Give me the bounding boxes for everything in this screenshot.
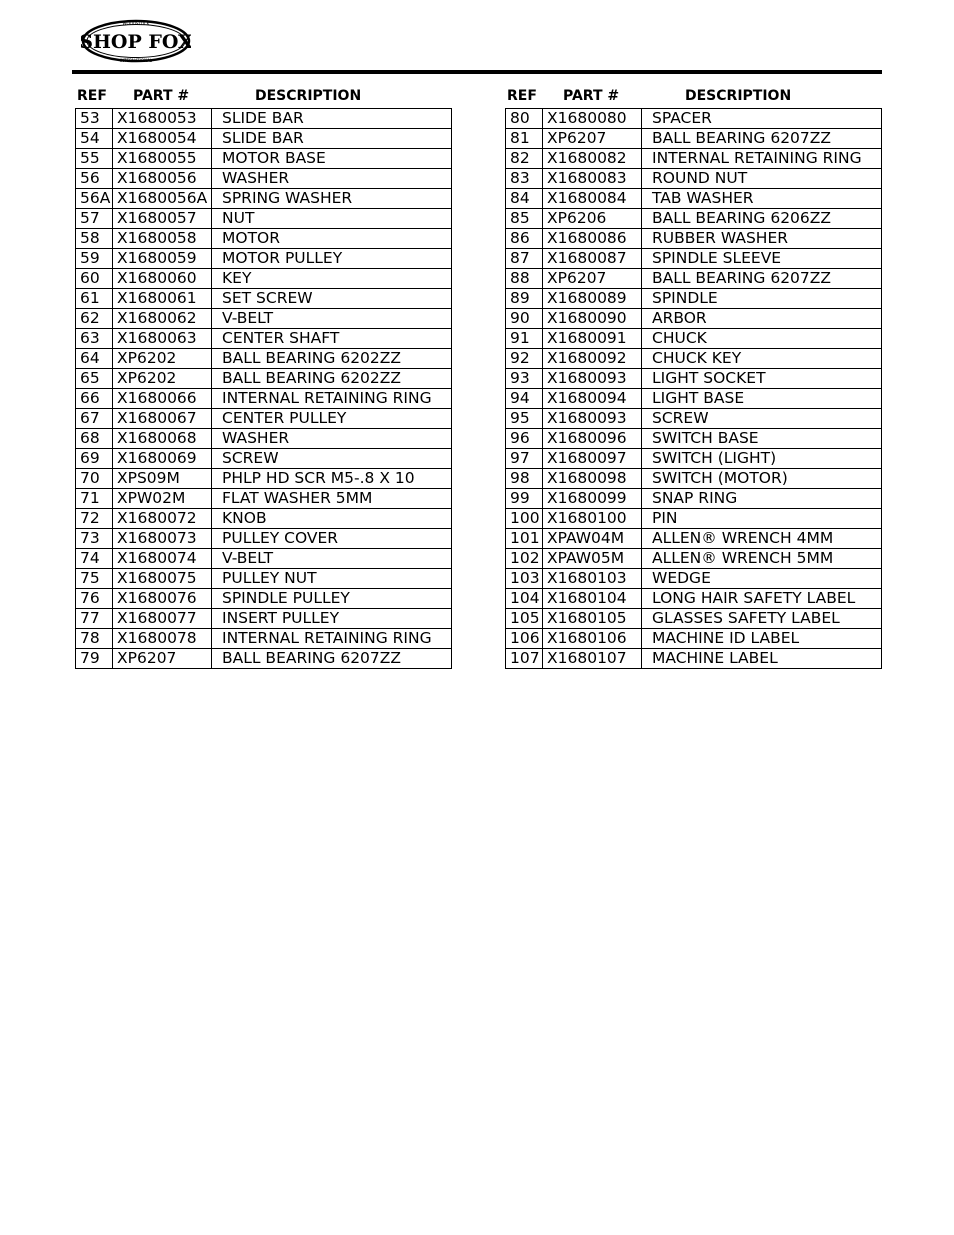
part-number-cell: X1680099 [543, 489, 642, 509]
ref-cell: 100 [506, 509, 543, 529]
part-number-cell: X1680067 [113, 409, 212, 429]
part-number-cell: X1680059 [113, 249, 212, 269]
ref-cell: 71 [76, 489, 113, 509]
table-row [506, 389, 882, 409]
ref-cell: 63 [76, 329, 113, 349]
part-number-cell: X1680060 [113, 269, 212, 289]
table-row [506, 149, 882, 169]
description-cell: ARBOR [642, 309, 882, 329]
part-number-cell: X1680076 [113, 589, 212, 609]
table-row [76, 589, 452, 609]
table-row [76, 389, 452, 409]
ref-cell: 89 [506, 289, 543, 309]
ref-cell: 93 [506, 369, 543, 389]
part-number-cell: X1680069 [113, 449, 212, 469]
description-cell: SCREW [212, 449, 452, 469]
part-number-cell: X1680082 [543, 149, 642, 169]
part-number-cell: XP6207 [543, 129, 642, 149]
ref-cell: 105 [506, 609, 543, 629]
description-cell: BALL BEARING 6206ZZ [642, 209, 882, 229]
table-row [506, 649, 882, 669]
description-cell: LIGHT BASE [642, 389, 882, 409]
ref-cell: 91 [506, 329, 543, 349]
ref-cell: 95 [506, 409, 543, 429]
ref-cell: 56A [76, 189, 113, 209]
ref-cell: 55 [76, 149, 113, 169]
table-row [506, 309, 882, 329]
ref-cell: 99 [506, 489, 543, 509]
table-row [76, 129, 452, 149]
description-cell: KNOB [212, 509, 452, 529]
part-number-cell: XPAW04M [543, 529, 642, 549]
table-row [506, 589, 882, 609]
description-cell: SPACER [642, 109, 882, 129]
ref-cell: 61 [76, 289, 113, 309]
table-row [76, 349, 452, 369]
description-cell: CHUCK [642, 329, 882, 349]
description-cell: CENTER SHAFT [212, 329, 452, 349]
table-row [76, 409, 452, 429]
description-cell: V-BELT [212, 309, 452, 329]
part-number-cell: X1680058 [113, 229, 212, 249]
description-cell: SPRING WASHER [212, 189, 452, 209]
description-cell: TAB WASHER [642, 189, 882, 209]
description-cell: LONG HAIR SAFETY LABEL [642, 589, 882, 609]
table-row [506, 269, 882, 289]
ref-cell: 65 [76, 369, 113, 389]
description-cell: SLIDE BAR [212, 129, 452, 149]
table-row [506, 109, 882, 129]
ref-cell: 72 [76, 509, 113, 529]
part-number-cell: X1680056 [113, 169, 212, 189]
part-number-cell: X1680105 [543, 609, 642, 629]
ref-cell: 102 [506, 549, 543, 569]
ref-cell: 85 [506, 209, 543, 229]
part-number-cell: XP6207 [543, 269, 642, 289]
ref-cell: 57 [76, 209, 113, 229]
table-row [506, 469, 882, 489]
description-cell: SWITCH BASE [642, 429, 882, 449]
ref-cell: 97 [506, 449, 543, 469]
table-row [76, 309, 452, 329]
description-cell: WEDGE [642, 569, 882, 589]
ref-cell: 59 [76, 249, 113, 269]
table-row [76, 369, 452, 389]
description-cell: SNAP RING [642, 489, 882, 509]
table-row [76, 149, 452, 169]
table-row [506, 629, 882, 649]
part-number-cell: X1680068 [113, 429, 212, 449]
ref-cell: 104 [506, 589, 543, 609]
ref-cell: 103 [506, 569, 543, 589]
part-number-cell: X1680053 [113, 109, 212, 129]
description-cell: SLIDE BAR [212, 109, 452, 129]
description-cell: SWITCH (LIGHT) [642, 449, 882, 469]
part-number-cell: X1680074 [113, 549, 212, 569]
description-cell: MACHINE LABEL [642, 649, 882, 669]
ref-cell: 90 [506, 309, 543, 329]
part-number-cell: X1680094 [543, 389, 642, 409]
table-row [506, 329, 882, 349]
description-cell: SPINDLE PULLEY [212, 589, 452, 609]
description-cell: LIGHT SOCKET [642, 369, 882, 389]
part-number-cell: XPW02M [113, 489, 212, 509]
table-row [506, 549, 882, 569]
part-number-cell: X1680107 [543, 649, 642, 669]
ref-cell: 77 [76, 609, 113, 629]
description-cell: WASHER [212, 169, 452, 189]
description-cell: INTERNAL RETAINING RING [212, 389, 452, 409]
ref-cell: 70 [76, 469, 113, 489]
part-number-cell: X1680092 [543, 349, 642, 369]
table-row [76, 649, 452, 669]
ref-cell: 94 [506, 389, 543, 409]
description-cell: PULLEY COVER [212, 529, 452, 549]
ref-cell: 83 [506, 169, 543, 189]
ref-cell: 92 [506, 349, 543, 369]
part-number-cell: X1680091 [543, 329, 642, 349]
description-cell: ALLEN® WRENCH 4MM [642, 529, 882, 549]
ref-cell: 56 [76, 169, 113, 189]
table-row [506, 609, 882, 629]
ref-cell: 96 [506, 429, 543, 449]
table-row [76, 189, 452, 209]
ref-cell: 86 [506, 229, 543, 249]
description-cell: SPINDLE SLEEVE [642, 249, 882, 269]
header-description: DESCRIPTION [255, 88, 362, 104]
table-row [76, 329, 452, 349]
table-row [506, 349, 882, 369]
table-row [76, 109, 452, 129]
description-cell: CHUCK KEY [642, 349, 882, 369]
part-number-cell: XP6206 [543, 209, 642, 229]
ref-cell: 73 [76, 529, 113, 549]
parts-table-left [75, 108, 452, 669]
table-row [506, 369, 882, 389]
parts-list-right [505, 86, 882, 669]
part-number-cell: XP6202 [113, 349, 212, 369]
part-number-cell: X1680055 [113, 149, 212, 169]
ref-cell: 62 [76, 309, 113, 329]
header-description: DESCRIPTION [685, 88, 792, 104]
table-row [506, 249, 882, 269]
table-row [76, 269, 452, 289]
table-row [76, 609, 452, 629]
ref-cell: 78 [76, 629, 113, 649]
ref-cell: 74 [76, 549, 113, 569]
ref-cell: 79 [76, 649, 113, 669]
description-cell: CENTER PULLEY [212, 409, 452, 429]
description-cell: NUT [212, 209, 452, 229]
description-cell: MACHINE ID LABEL [642, 629, 882, 649]
description-cell: SET SCREW [212, 289, 452, 309]
ref-cell: 64 [76, 349, 113, 369]
logo-wordmark: SHOP FOX [81, 31, 191, 53]
description-cell: ALLEN® WRENCH 5MM [642, 549, 882, 569]
ref-cell: 84 [506, 189, 543, 209]
ref-cell: 66 [76, 389, 113, 409]
ref-cell: 88 [506, 269, 543, 289]
logo-arc-top: WOODSTOCK [122, 21, 150, 26]
parts-list-left [75, 86, 452, 669]
part-number-cell: X1680063 [113, 329, 212, 349]
ref-cell: 82 [506, 149, 543, 169]
part-number-cell: X1680096 [543, 429, 642, 449]
table-row [506, 529, 882, 549]
part-number-cell: X1680062 [113, 309, 212, 329]
part-number-cell: X1680087 [543, 249, 642, 269]
description-cell: MOTOR [212, 229, 452, 249]
description-cell: SWITCH (MOTOR) [642, 469, 882, 489]
part-number-cell: X1680080 [543, 109, 642, 129]
table-row [506, 509, 882, 529]
table-row [506, 289, 882, 309]
table-row [76, 289, 452, 309]
ref-cell: 106 [506, 629, 543, 649]
description-cell: BALL BEARING 6202ZZ [212, 369, 452, 389]
description-cell: SPINDLE [642, 289, 882, 309]
description-cell: INTERNAL RETAINING RING [212, 629, 452, 649]
shop-fox-logo-icon [81, 17, 191, 65]
part-number-cell: X1680100 [543, 509, 642, 529]
part-number-cell: X1680098 [543, 469, 642, 489]
description-cell: KEY [212, 269, 452, 289]
ref-cell: 68 [76, 429, 113, 449]
header-ref: REF [507, 88, 537, 104]
part-number-cell: X1680086 [543, 229, 642, 249]
description-cell: FLAT WASHER 5MM [212, 489, 452, 509]
ref-cell: 60 [76, 269, 113, 289]
ref-cell: 76 [76, 589, 113, 609]
description-cell: GLASSES SAFETY LABEL [642, 609, 882, 629]
ref-cell: 107 [506, 649, 543, 669]
table-row [506, 209, 882, 229]
table-row [506, 409, 882, 429]
table-row [76, 249, 452, 269]
part-number-cell: X1680093 [543, 409, 642, 429]
ref-cell: 98 [506, 469, 543, 489]
table-row [76, 489, 452, 509]
part-number-cell: X1680104 [543, 589, 642, 609]
table-row [506, 449, 882, 469]
part-number-cell: X1680054 [113, 129, 212, 149]
part-number-cell: X1680090 [543, 309, 642, 329]
table-row [76, 629, 452, 649]
table-header-right [505, 86, 882, 108]
part-number-cell: XPS09M [113, 469, 212, 489]
part-number-cell: X1680061 [113, 289, 212, 309]
part-number-cell: X1680084 [543, 189, 642, 209]
description-cell: V-BELT [212, 549, 452, 569]
part-number-cell: XPAW05M [543, 549, 642, 569]
description-cell: BALL BEARING 6207ZZ [212, 649, 452, 669]
header-ref: REF [77, 88, 107, 104]
description-cell: BALL BEARING 6207ZZ [642, 129, 882, 149]
ref-cell: 53 [76, 109, 113, 129]
part-number-cell: XP6202 [113, 369, 212, 389]
description-cell: MOTOR PULLEY [212, 249, 452, 269]
ref-cell: 81 [506, 129, 543, 149]
table-row [76, 529, 452, 549]
table-row [506, 429, 882, 449]
header-rule [72, 70, 882, 74]
table-row [76, 469, 452, 489]
part-number-cell: X1680106 [543, 629, 642, 649]
ref-cell: 69 [76, 449, 113, 469]
table-row [76, 209, 452, 229]
part-number-cell: XP6207 [113, 649, 212, 669]
description-cell: WASHER [212, 429, 452, 449]
part-number-cell: X1680056A [113, 189, 212, 209]
table-header-left [75, 86, 452, 108]
ref-cell: 54 [76, 129, 113, 149]
shop-fox-logo [81, 17, 191, 65]
table-row [76, 509, 452, 529]
logo-arc-bottom: INTERNATIONAL [119, 58, 153, 63]
table-row [506, 569, 882, 589]
table-row [76, 449, 452, 469]
part-number-cell: X1680083 [543, 169, 642, 189]
ref-cell: 80 [506, 109, 543, 129]
description-cell: INSERT PULLEY [212, 609, 452, 629]
description-cell: RUBBER WASHER [642, 229, 882, 249]
description-cell: MOTOR BASE [212, 149, 452, 169]
part-number-cell: X1680078 [113, 629, 212, 649]
part-number-cell: X1680066 [113, 389, 212, 409]
part-number-cell: X1680077 [113, 609, 212, 629]
table-row [506, 129, 882, 149]
ref-cell: 67 [76, 409, 113, 429]
ref-cell: 87 [506, 249, 543, 269]
description-cell: ROUND NUT [642, 169, 882, 189]
description-cell: INTERNAL RETAINING RING [642, 149, 882, 169]
ref-cell: 101 [506, 529, 543, 549]
header-part: PART # [563, 88, 620, 104]
description-cell: SCREW [642, 409, 882, 429]
description-cell: BALL BEARING 6207ZZ [642, 269, 882, 289]
description-cell: PIN [642, 509, 882, 529]
part-number-cell: X1680075 [113, 569, 212, 589]
header-part: PART # [133, 88, 190, 104]
parts-table-right [505, 108, 882, 669]
table-row [506, 169, 882, 189]
table-row [506, 489, 882, 509]
table-row [506, 229, 882, 249]
part-number-cell: X1680103 [543, 569, 642, 589]
table-row [76, 569, 452, 589]
ref-cell: 58 [76, 229, 113, 249]
description-cell: PULLEY NUT [212, 569, 452, 589]
part-number-cell: X1680097 [543, 449, 642, 469]
table-row [76, 229, 452, 249]
part-number-cell: X1680057 [113, 209, 212, 229]
part-number-cell: X1680073 [113, 529, 212, 549]
part-number-cell: X1680093 [543, 369, 642, 389]
table-row [76, 169, 452, 189]
table-row [506, 189, 882, 209]
description-cell: PHLP HD SCR M5-.8 X 10 [212, 469, 452, 489]
description-cell: BALL BEARING 6202ZZ [212, 349, 452, 369]
part-number-cell: X1680089 [543, 289, 642, 309]
table-row [76, 549, 452, 569]
part-number-cell: X1680072 [113, 509, 212, 529]
table-row [76, 429, 452, 449]
ref-cell: 75 [76, 569, 113, 589]
